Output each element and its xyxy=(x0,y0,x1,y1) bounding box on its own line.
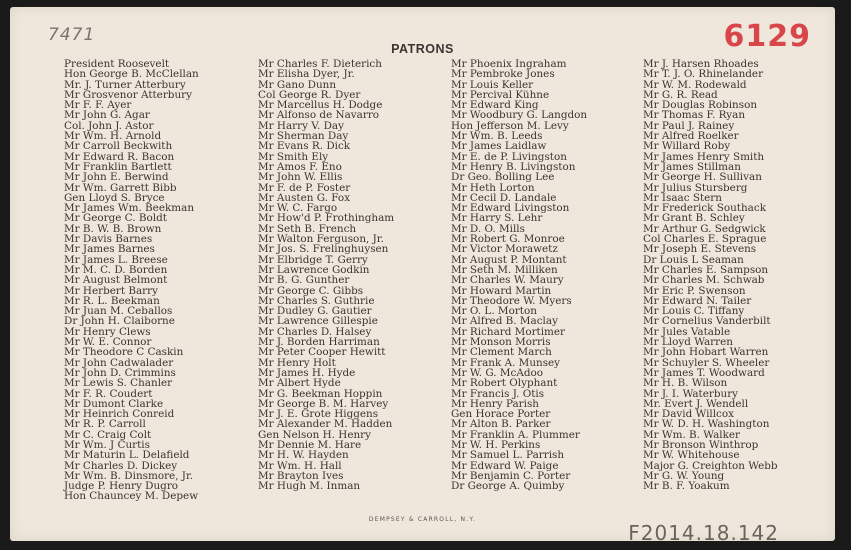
patron-name: Mr Schuyler S. Wheeler xyxy=(643,356,770,369)
patron-name: Mr Paul J. Rainey xyxy=(643,119,735,132)
patron-name: Mr Percival Kühne xyxy=(451,88,550,101)
patron-name: Mr Clement March xyxy=(451,346,552,359)
patron-name: Mr James Laidlaw xyxy=(451,140,547,153)
patron-name: Mr Henry B. Livingston xyxy=(451,160,576,173)
patron-name: Mr Robert Olyphant xyxy=(451,377,558,390)
patron-name: Mr Charles M. Schwab xyxy=(643,274,765,287)
patron-name: Mr G. Beekman Hoppin xyxy=(258,387,383,400)
patron-name: Mr John W. Ellis xyxy=(258,171,343,184)
patron-name: Mr James Wm. Beekman xyxy=(64,202,195,215)
stamp-number: 6129 xyxy=(723,19,811,54)
patron-name: Mr Dennie M. Hare xyxy=(258,438,362,451)
patron-name: Mr Albert Hyde xyxy=(258,377,341,390)
catalog-number: F2014.18.142 xyxy=(628,521,779,545)
patron-name: Mr J. Borden Harriman xyxy=(258,336,380,349)
patron-name: Mr Isaac Stern xyxy=(643,191,722,204)
patron-name: Mr Francis J. Otis xyxy=(451,387,545,400)
patron-name: Mr Willard Roby xyxy=(643,140,731,153)
patron-name: Mr Alexander M. Hadden xyxy=(258,418,393,431)
patrons-card xyxy=(10,7,835,545)
patron-name: Mr Howard Martin xyxy=(451,284,552,297)
patron-name: Mr Wm. B. Leeds xyxy=(451,130,543,143)
patron-name: Mr James T. Woodward xyxy=(643,366,765,379)
patron-name: Mr Hugh M. Inman xyxy=(258,480,361,493)
patron-name: Mr Jos. S. Frelinghuysen xyxy=(258,243,389,256)
patron-name: Mr Marcellus H. Dodge xyxy=(258,99,383,112)
patron-name: Mr Wm. J Curtis xyxy=(64,438,150,451)
patron-name: Mr Alfred Roelker xyxy=(643,130,739,143)
patron-name: Mr Heth Lorton xyxy=(451,181,535,194)
patron-name: Mr Cornelius Vanderbilt xyxy=(643,315,771,328)
patron-column-3 xyxy=(451,59,587,491)
patron-name: Mr Franklin A. Plummer xyxy=(451,428,580,441)
patron-name: Mr R. P. Carroll xyxy=(64,418,146,431)
patron-name: Mr John Hobart Warren xyxy=(643,346,769,359)
patron-name: Mr Thomas F. Ryan xyxy=(643,109,746,122)
patron-name: Mr Charles E. Sampson xyxy=(643,263,769,276)
patron-name: Mr Charles F. Dieterich xyxy=(258,58,382,70)
patron-name: Mr Joseph E. Stevens xyxy=(643,243,757,256)
patron-name: Mr James H. Hyde xyxy=(258,366,356,379)
patron-name: Mr Theodore C Caskin xyxy=(64,346,184,359)
patron-name: Mr F. R. Coudert xyxy=(64,387,153,400)
patron-name: Mr Richard Mortimer xyxy=(451,325,566,338)
patron-name: Mr Peter Cooper Hewitt xyxy=(258,346,386,359)
patron-name: Mr Jules Vatable xyxy=(643,325,731,338)
patron-name: Mr Dudley G. Gautier xyxy=(258,305,372,318)
patron-name: Mr Evans R. Dick xyxy=(258,140,351,153)
patron-name: Mr Bronson Winthrop xyxy=(643,438,759,451)
patron-name: Mr Davis Barnes xyxy=(64,233,153,246)
patron-name: Mr Phoenix Ingraham xyxy=(451,58,567,70)
patron-name: Hon Jefferson M. Levy xyxy=(451,119,569,132)
patron-name: Mr Carroll Beckwith xyxy=(64,140,173,153)
patron-name: Mr. J. Turner Atterbury xyxy=(64,78,186,91)
patron-name: Mr Grant B. Schley xyxy=(643,212,745,225)
patron-name: Mr David Willcox xyxy=(643,408,734,421)
patron-name: Mr W. D. H. Washington xyxy=(643,418,770,431)
patron-name: Mr Austen G. Fox xyxy=(258,191,351,204)
patron-name: Dr Geo. Bolling Lee xyxy=(451,171,555,184)
patron-name: Mr Theodore W. Myers xyxy=(451,294,572,307)
patron-name: Mr T. J. O. Rhinelander xyxy=(643,68,764,81)
patron-name: Mr Frank A. Munsey xyxy=(451,356,561,369)
patron-name: Mr Edward King xyxy=(451,99,539,112)
patron-name: Mr George B. M. Harvey xyxy=(258,397,389,410)
patron-name: Mr Charles W. Maury xyxy=(451,274,564,287)
patron-name: Mr Harry S. Lehr xyxy=(451,212,543,225)
patron-name: Mr Dumont Clarke xyxy=(64,397,164,410)
patron-name: Mr August P. Montant xyxy=(451,253,567,266)
patron-name: Hon Chauncey M. Depew xyxy=(64,490,199,503)
patron-name: Mr Juan M. Ceballos xyxy=(64,305,173,318)
patron-name: Mr George C. Boldt xyxy=(64,212,167,225)
page-title: PATRONS xyxy=(391,42,454,56)
patron-name: Col Charles E. Sprague xyxy=(643,233,767,246)
patron-name: Mr W. Whitehouse xyxy=(643,449,740,462)
patron-name: Mr James L. Breese xyxy=(64,253,168,266)
patron-name: Mr J. E. Grote Higgens xyxy=(258,408,379,421)
patron-name: Mr Monson Morris xyxy=(451,336,551,349)
patron-name: Gen Lloyd S. Bryce xyxy=(64,191,165,204)
patron-name: Mr Charles D. Halsey xyxy=(258,325,372,338)
printer-credit: DEMPSEY & CARROLL, N.Y. xyxy=(368,516,477,523)
patron-name: Mr G. R. Read xyxy=(643,88,718,101)
patron-name: Mr Henry Holt xyxy=(258,356,336,369)
patron-name: Mr Elisha Dyer, Jr. xyxy=(258,68,355,81)
patron-name: Mr Alfonso de Navarro xyxy=(258,109,380,122)
patron-name: Mr Robert G. Monroe xyxy=(451,233,565,246)
patron-name: Mr Lawrence Godkin xyxy=(258,263,370,276)
patron-name: Mr Henry Clews xyxy=(64,325,151,338)
patron-name: Mr F. F. Ayer xyxy=(64,99,132,112)
patron-name: Judge P. Henry Dugro xyxy=(64,480,179,493)
patron-name: Mr B. G. Gunther xyxy=(258,274,350,287)
patron-name: Mr J. Harsen Rhoades xyxy=(643,58,759,70)
patron-name: Mr Benjamin C. Porter xyxy=(451,469,571,482)
patron-name: Mr H. W. Hayden xyxy=(258,449,349,462)
patron-name: Mr August Belmont xyxy=(64,274,168,287)
patron-name: Mr Seth M. Milliken xyxy=(451,263,558,276)
patron-name: Mr Sherman Day xyxy=(258,130,349,143)
patron-column-4 xyxy=(643,59,778,491)
patron-name: Mr Samuel L. Parrish xyxy=(451,449,565,462)
patron-column-1 xyxy=(64,59,199,502)
patron-name: Mr Lewis S. Chanler xyxy=(64,377,173,390)
patron-name: Mr George H. Sullivan xyxy=(643,171,762,184)
patron-name: Mr Victor Morawetz xyxy=(451,243,558,256)
patron-name: Mr E. de P. Livingston xyxy=(451,150,567,163)
patron-name: Mr Seth B. French xyxy=(258,222,357,235)
patron-name: Mr R. L. Beekman xyxy=(64,294,160,307)
patron-name: Mr Edward R. Bacon xyxy=(64,150,175,163)
patron-name: Major G. Creighton Webb xyxy=(643,459,778,472)
patron-name: President Roosevelt xyxy=(64,58,170,70)
patron-name: Mr Pembroke Jones xyxy=(451,68,555,81)
patron-name: Mr How'd P. Frothingham xyxy=(258,212,395,225)
patron-name: Mr James Henry Smith xyxy=(643,150,765,163)
patron-name: Mr John E. Berwind xyxy=(64,171,169,184)
patron-name: Mr Amos F. Eno xyxy=(258,160,342,173)
patron-name: Mr Edward W. Paige xyxy=(451,459,559,472)
patron-name: Mr W. H. Perkins xyxy=(451,438,541,451)
patron-name: Dr John H. Claiborne xyxy=(64,315,175,328)
patron-name: Mr John G. Agar xyxy=(64,109,150,122)
patron-name: Dr George A. Quimby xyxy=(451,480,565,493)
patron-name: Hon George B. McClellan xyxy=(64,68,199,81)
handwritten-note: 7471 xyxy=(48,25,96,45)
patron-name: Mr Charles D. Dickey xyxy=(64,459,178,472)
patron-name: Mr. Evert J. Wendell xyxy=(643,397,749,410)
patron-name: Mr Walton Ferguson, Jr. xyxy=(258,233,384,246)
patron-name: Mr W. E. Connor xyxy=(64,336,152,349)
patron-name: Mr Lawrence Gillespie xyxy=(258,315,378,328)
patron-name: Mr W. M. Rodewald xyxy=(643,78,747,91)
patron-name: Mr Franklin Bartlett xyxy=(64,160,172,173)
patron-name: Mr Brayton Ives xyxy=(258,469,344,482)
patron-name: Mr Charles S. Guthrie xyxy=(258,294,375,307)
patron-name: Col George R. Dyer xyxy=(258,88,361,101)
patron-name: Mr John D. Crimmins xyxy=(64,366,176,379)
patron-name: Mr H. B. Wilson xyxy=(643,377,728,390)
patron-name: Mr Louis Keller xyxy=(451,78,534,91)
patron-name: Mr Cecil D. Landale xyxy=(451,191,557,204)
patron-name: Mr Lloyd Warren xyxy=(643,336,733,349)
patron-name: Gen Nelson H. Henry xyxy=(258,428,371,441)
patron-name: Mr Edward N. Tailer xyxy=(643,294,752,307)
patron-name: Mr Henry Parish xyxy=(451,397,539,410)
patron-name: Mr F. de P. Foster xyxy=(258,181,351,194)
patron-name: Mr Grosvenor Atterbury xyxy=(64,88,192,101)
patron-name: Mr Douglas Robinson xyxy=(643,99,758,112)
patron-name: Mr Gano Dunn xyxy=(258,78,337,91)
patron-name: Mr B. F. Yoakum xyxy=(643,480,730,493)
patron-name: Mr W. C. Fargo xyxy=(258,202,338,215)
patron-name: Mr B. W. B. Brown xyxy=(64,222,162,235)
patron-name: Mr Woodbury G. Langdon xyxy=(451,109,588,122)
patron-name: Mr Eric P. Swenson xyxy=(643,284,746,297)
patron-name: Mr Wm. B. Walker xyxy=(643,428,740,441)
patron-name: Mr C. Craig Colt xyxy=(64,428,152,441)
patron-name: Mr Julius Stursberg xyxy=(643,181,748,194)
patron-name: Mr O. L. Morton xyxy=(451,305,537,318)
patron-name: Mr D. O. Mills xyxy=(451,222,525,235)
patron-name: Mr James Stillman xyxy=(643,160,741,173)
patron-name: Mr Louis C. Tiffany xyxy=(643,305,745,318)
patron-name: Mr M. C. D. Borden xyxy=(64,263,168,276)
patron-name: Mr Heinrich Conreid xyxy=(64,408,175,421)
patron-name: Mr Wm. B. Dinsmore, Jr. xyxy=(64,469,194,482)
patron-name: Mr Smith Ely xyxy=(258,150,329,163)
patron-name: Mr Frederick Southack xyxy=(643,202,766,215)
patron-name: Mr John Cadwalader xyxy=(64,356,174,369)
patron-name: Mr W. G. McAdoo xyxy=(451,366,544,379)
patron-name: Mr George C. Gibbs xyxy=(258,284,364,297)
patron-column-2 xyxy=(258,59,394,491)
patron-name: Mr Alton B. Parker xyxy=(451,418,551,431)
patron-name: Mr Elbridge T. Gerry xyxy=(258,253,368,266)
patron-name: Dr Louis L Seaman xyxy=(643,253,744,266)
patron-name: Mr Wm. Garrett Bibb xyxy=(64,181,177,194)
patron-name: Mr Alfred B. Maclay xyxy=(451,315,558,328)
patron-name: Mr Wm. H. Arnold xyxy=(64,130,162,143)
patron-name: Gen Horace Porter xyxy=(451,408,551,421)
patron-name: Col. John J. Astor xyxy=(64,119,154,132)
patron-name: Mr James Barnes xyxy=(64,243,155,256)
patron-name: Mr G. W. Young xyxy=(643,469,725,482)
patron-name: Mr J. I. Waterbury xyxy=(643,387,739,400)
patron-name: Mr Arthur G. Sedgwick xyxy=(643,222,766,235)
patron-name: Mr Harry V. Day xyxy=(258,119,344,132)
patron-name: Mr Maturin L. Delafield xyxy=(64,449,190,462)
patron-name: Mr Herbert Barry xyxy=(64,284,158,297)
patron-name: Mr Wm. H. Hall xyxy=(258,459,342,472)
patron-name: Mr Edward Livingston xyxy=(451,202,570,215)
